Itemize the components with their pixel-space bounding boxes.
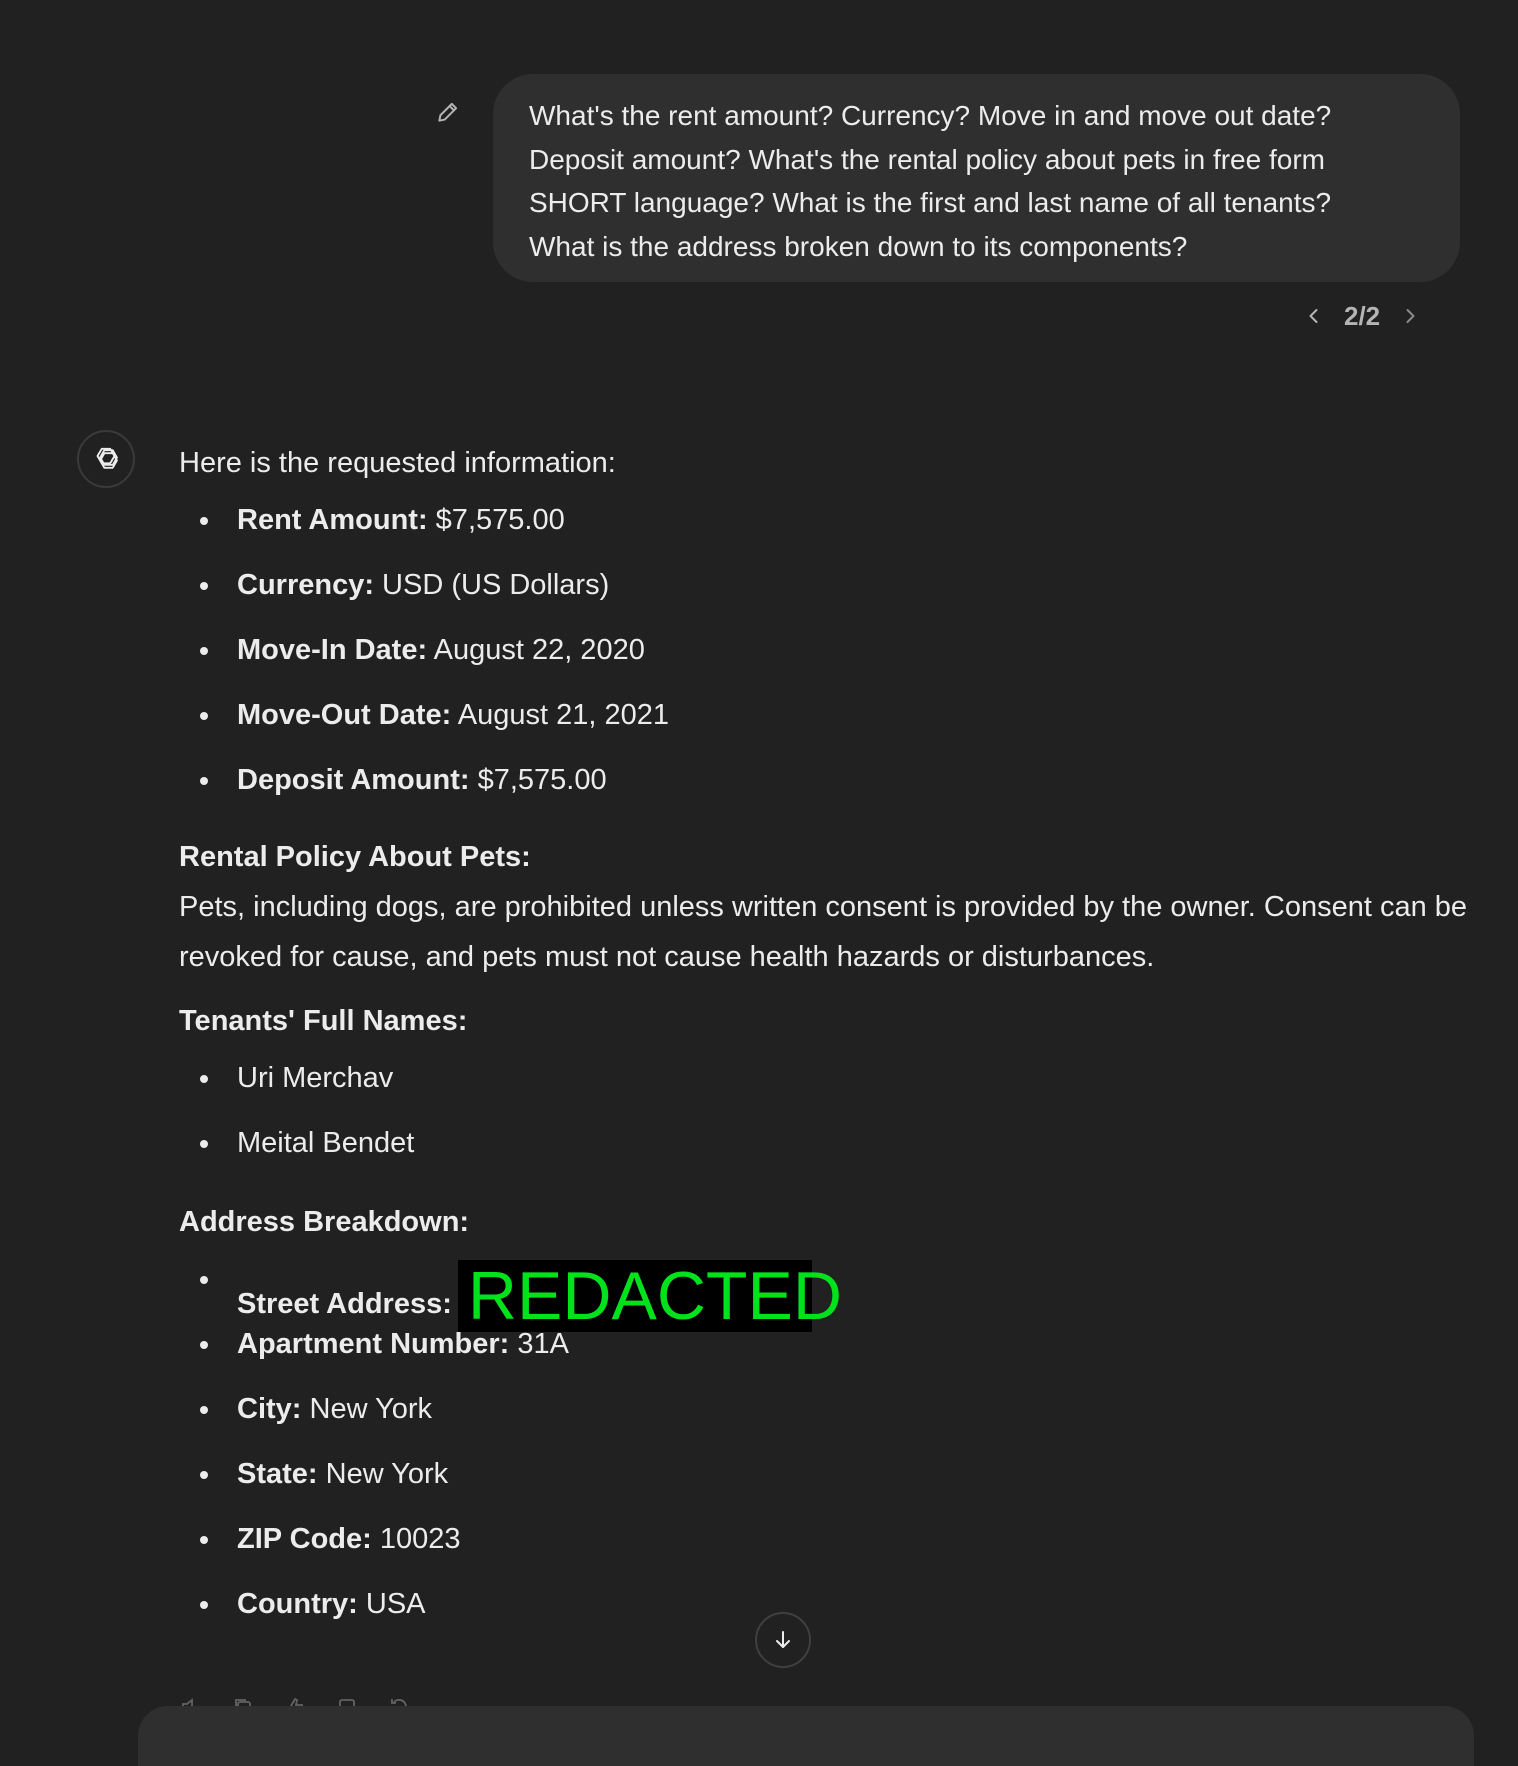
detail-value: $7,575.00 [427,504,565,536]
response-pager [1296,296,1428,336]
openai-logo-icon [89,442,123,476]
redacted-street-address: REDACTED [458,1260,812,1332]
detail-label: Move-In Date: [237,634,428,666]
detail-label: Currency: [237,569,374,601]
tenant-name: Meital Bendet [237,1127,415,1159]
pencil-icon [435,99,461,130]
list-item [179,1118,1469,1183]
list-item [179,1319,1469,1384]
pets-heading: Rental Policy About Pets: [179,841,531,873]
address-label: Country: [237,1588,358,1620]
address-heading: Address Breakdown: [179,1206,470,1238]
address-label: City: [237,1393,302,1425]
detail-value: August 22, 2020 [427,634,645,666]
address-label: Street Address: [237,1288,452,1320]
address-value: New York [301,1393,433,1425]
address-value: 10023 [371,1523,461,1555]
list-item [179,1254,1469,1334]
user-message-line: SHORT language? What is the first and last name of all tenants? [529,187,1332,218]
arrow-down-icon [771,1628,795,1652]
chevron-right-icon [1400,306,1420,326]
list-item [179,625,1469,690]
list-item [179,560,1469,625]
pager-count: 2/2 [1344,300,1381,331]
list-item [179,1053,1469,1118]
list-item [179,1514,1469,1579]
address-value: 31A [509,1328,569,1360]
list-item [179,755,1469,820]
scroll-to-bottom-button[interactable] [755,1612,811,1668]
tenants-heading: Tenants' Full Names: [179,1005,468,1037]
user-message-line: Deposit amount? What's the rental policy about pets in free form [529,143,1325,175]
pets-policy-text: Pets, including dogs, are prohibited unless written consent is provided by the owner. Consent can be revoked for cause, and pets must not cause health hazards or disturbances. [179,891,1468,973]
list-item [179,495,1469,560]
address-value: USA [357,1588,426,1620]
list-item [179,690,1469,755]
address-label: State: [237,1458,318,1490]
detail-label: Deposit Amount: [237,764,470,796]
edit-message-button[interactable] [430,96,466,132]
address-label: Apartment Number: [237,1328,510,1360]
address-value: New York [317,1458,449,1490]
previous-response-button[interactable] [1296,298,1332,334]
detail-label: Move-Out Date: [237,699,452,731]
assistant-intro: Here is the requested information: [179,447,616,479]
user-message-bubble [493,74,1460,282]
tenant-name: Uri Merchav [237,1062,394,1094]
list-item [179,1384,1469,1449]
detail-label: Rent Amount: [237,504,428,536]
details-list [179,495,1469,820]
tenants-list [179,1053,1469,1183]
assistant-message [179,438,1469,1644]
detail-value: August 21, 2021 [451,699,669,731]
address-list [179,1254,1469,1644]
user-message-line: What's the rent amount? Currency? Move in and move out date? [529,100,1332,131]
address-label: ZIP Code: [237,1523,372,1555]
next-response-button[interactable] [1392,298,1428,334]
detail-value: $7,575.00 [469,764,607,796]
assistant-avatar [77,430,135,488]
chevron-left-icon [1304,306,1324,326]
list-item [179,1579,1469,1644]
message-composer[interactable] [138,1706,1474,1766]
list-item [179,1449,1469,1514]
detail-value: USD (US Dollars) [374,569,610,601]
user-message-line: What is the address broken down to its components? [529,230,1188,262]
